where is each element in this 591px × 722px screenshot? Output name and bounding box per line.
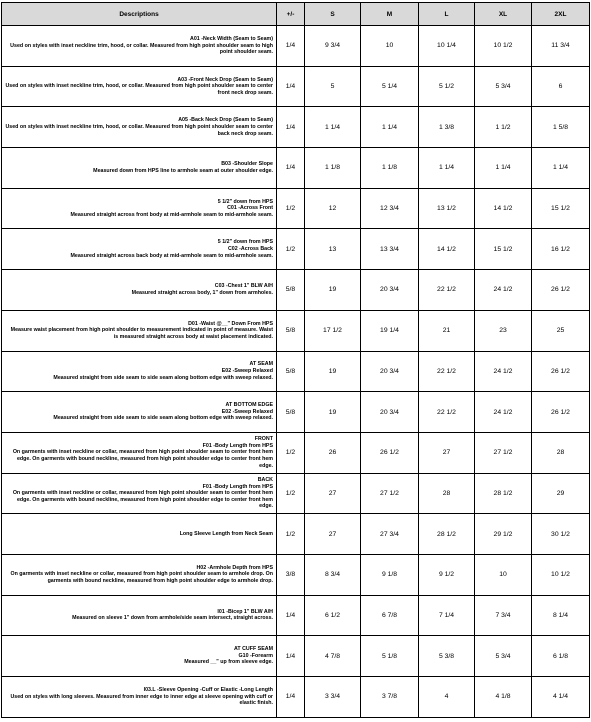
tolerance-cell: 5/8 [277, 351, 305, 392]
size-l-value: 1 1/4 [419, 148, 475, 189]
measurement-description [2, 188, 277, 229]
measurement-description [2, 351, 277, 392]
size-s-value: 12 [305, 188, 361, 229]
header-tolerance: +/- [277, 3, 305, 26]
table-row [2, 473, 590, 514]
size-s-value: 27 [305, 514, 361, 555]
table-row [2, 148, 590, 189]
header-row [2, 3, 590, 26]
size-xl-value: 23 [475, 310, 532, 351]
spec-table-body [2, 26, 590, 718]
tolerance-cell: 1/4 [277, 677, 305, 718]
size-m-value: 19 1/4 [361, 310, 419, 351]
size-xl-value: 28 1/2 [475, 473, 532, 514]
description-line: Measured on sleeve 1" down from armhole/side seam intersect, straight across. [72, 615, 273, 622]
size-m-value: 10 [361, 26, 419, 67]
measurement-description [2, 107, 277, 148]
measurement-description [2, 270, 277, 311]
description-line: Long Sleeve Length from Neck Seam [179, 530, 273, 537]
description-line: On garments with inset neckline or collar, measured from high point shoulder seam to center front hem edge. On garments with bound neckline, measured from high point shoulder edge to center front hem edge. [12, 490, 273, 510]
size-m-value: 6 7/8 [361, 595, 419, 636]
size-l-value: 1 3/8 [419, 107, 475, 148]
size-s-value: 19 [305, 351, 361, 392]
measurement-description [2, 595, 277, 636]
table-row [2, 554, 590, 595]
size-s-value: 1 1/4 [305, 107, 361, 148]
description-line: Measured straight across body, 1" down from armholes. [131, 289, 273, 296]
size-m-value: 13 3/4 [361, 229, 419, 270]
table-row [2, 66, 590, 107]
description-line: E02 -Sweep Relaxed [221, 368, 273, 375]
size-l-value: 7 1/4 [419, 595, 475, 636]
size-s-value: 17 1/2 [305, 310, 361, 351]
tolerance-cell: 1/4 [277, 26, 305, 67]
tolerance-cell: 1/2 [277, 514, 305, 555]
description-line-heading: I01 -Bicep 1" BLW A/H [217, 608, 273, 615]
size-xl-value: 5 3/4 [475, 66, 532, 107]
size-s-value: 19 [305, 270, 361, 311]
size-l-value: 28 1/2 [419, 514, 475, 555]
description-line: G10 -Forearm [238, 652, 273, 659]
table-row [2, 310, 590, 351]
size-xl-value: 1 1/2 [475, 107, 532, 148]
tolerance-cell: 1/2 [277, 473, 305, 514]
size-m-value: 5 1/4 [361, 66, 419, 107]
size-s-value: 9 3/4 [305, 26, 361, 67]
measurement-description [2, 310, 277, 351]
measurement-description [2, 473, 277, 514]
size-m-value: 27 3/4 [361, 514, 419, 555]
size-2xl-value: 25 [532, 310, 590, 351]
size-l-value: 10 1/4 [419, 26, 475, 67]
description-line: Used on styles with long sleeves. Measured from inner edge to inner edge at sleeve opening with cuff or elastic finish. [10, 693, 273, 707]
size-xl-value: 24 1/2 [475, 270, 532, 311]
table-row [2, 677, 590, 718]
size-2xl-value: 10 1/2 [532, 554, 590, 595]
size-m-value: 5 1/8 [361, 636, 419, 677]
measurement-description [2, 636, 277, 677]
size-m-value: 20 3/4 [361, 392, 419, 433]
measurement-description [2, 677, 277, 718]
table-row [2, 270, 590, 311]
table-row [2, 107, 590, 148]
size-2xl-value: 30 1/2 [532, 514, 590, 555]
size-s-value: 19 [305, 392, 361, 433]
measurement-description [2, 148, 277, 189]
size-s-value: 5 [305, 66, 361, 107]
measurement-description [2, 554, 277, 595]
table-row [2, 351, 590, 392]
description-line: Measure waist placement from high point shoulder to measurement indicated in point of measure. Waist is measured straight across body at waist placement indicated. [10, 327, 273, 340]
size-s-value: 4 7/8 [305, 636, 361, 677]
table-row [2, 392, 590, 433]
size-l-value: 13 1/2 [419, 188, 475, 229]
table-row [2, 595, 590, 636]
size-2xl-value: 26 1/2 [532, 392, 590, 433]
size-xl-value: 4 1/8 [475, 677, 532, 718]
size-2xl-value: 11 3/4 [532, 26, 590, 67]
size-2xl-value: 15 1/2 [532, 188, 590, 229]
size-2xl-value: 16 1/2 [532, 229, 590, 270]
description-line: F01 -Body Length from HPS [202, 483, 273, 490]
description-line-heading: A03 -Front Neck Drop (Seam to Seam) [177, 76, 273, 83]
size-2xl-value: 26 1/2 [532, 351, 590, 392]
tolerance-cell: 1/2 [277, 229, 305, 270]
description-line-heading: 5 1/2" down from HPS [217, 239, 273, 246]
description-line-heading: AT BOTTOM EDGE [225, 402, 273, 409]
tolerance-cell: 1/4 [277, 66, 305, 107]
header-size-2xl: 2XL [532, 3, 590, 26]
description-line-heading: I03.L -Sleeve Opening -Cuff or Elastic -Long Length [143, 686, 273, 693]
description-line-heading: BACK [257, 476, 273, 483]
size-l-value: 21 [419, 310, 475, 351]
description-line: On garments with inset neckline or collar, measured from high point shoulder seam to center front hem edge. On garments with bound neckline, measured from high point shoulder edge to center front hem edge. [12, 449, 273, 469]
description-line: Used on styles with inset neckline trim, hood, or collar. Measured from high point shoulder seam to center back neck drop seam. [5, 123, 273, 137]
tolerance-cell: 1/4 [277, 107, 305, 148]
size-s-value: 26 [305, 432, 361, 473]
tolerance-cell: 1/2 [277, 432, 305, 473]
description-line-heading: A01 -Neck Width (Seam to Seam) [190, 35, 273, 42]
description-line-heading: H02 -Armhole Depth from HPS [196, 564, 273, 571]
size-xl-value: 24 1/2 [475, 351, 532, 392]
size-l-value: 4 [419, 677, 475, 718]
size-s-value: 1 1/8 [305, 148, 361, 189]
spec-table-header [2, 3, 590, 26]
size-m-value: 3 7/8 [361, 677, 419, 718]
size-l-value: 22 1/2 [419, 392, 475, 433]
size-xl-value: 29 1/2 [475, 514, 532, 555]
table-row [2, 26, 590, 67]
table-row [2, 514, 590, 555]
size-m-value: 20 3/4 [361, 351, 419, 392]
description-line: Measured __" up from sleeve edge. [184, 659, 273, 666]
size-l-value: 5 3/8 [419, 636, 475, 677]
size-m-value: 1 1/4 [361, 107, 419, 148]
size-2xl-value: 26 1/2 [532, 270, 590, 311]
measurement-description [2, 392, 277, 433]
description-line-heading: AT SEAM [249, 361, 273, 368]
tolerance-cell: 1/4 [277, 595, 305, 636]
description-line: C02 -Across Back [227, 245, 273, 252]
measurement-description [2, 432, 277, 473]
size-l-value: 22 1/2 [419, 270, 475, 311]
size-2xl-value: 1 1/4 [532, 148, 590, 189]
size-xl-value: 15 1/2 [475, 229, 532, 270]
description-line: Measured straight across back body at mid-armhole seam to mid-armhole seam. [70, 252, 273, 259]
description-line: Measured down from HPS line to armhole seam at outer shoulder edge. [93, 167, 273, 174]
spec-table [1, 2, 590, 718]
description-line: Measured straight from side seam to side seam along bottom edge with sweep relaxed. [53, 415, 273, 422]
tolerance-cell: 5/8 [277, 270, 305, 311]
size-m-value: 27 1/2 [361, 473, 419, 514]
description-line-heading: FRONT [254, 436, 273, 443]
size-l-value: 14 1/2 [419, 229, 475, 270]
description-line-heading: AT CUFF SEAM [233, 646, 273, 653]
table-row [2, 432, 590, 473]
description-line-heading: A05 -Back Neck Drop (Seam to Seam) [178, 117, 273, 124]
tolerance-cell: 3/8 [277, 554, 305, 595]
table-row [2, 229, 590, 270]
size-l-value: 9 1/2 [419, 554, 475, 595]
description-line: Used on styles with inset neckline trim, hood, or collar. Measured from high point shoulder seam to high point shoulder seam. [10, 42, 273, 56]
size-s-value: 27 [305, 473, 361, 514]
description-line: Used on styles with inset neckline trim, hood, or collar. Measured from high point shoulder seam to center front neck drop seam. [5, 83, 273, 96]
description-line-heading: 5 1/2" down from HPS [217, 198, 273, 205]
size-m-value: 20 3/4 [361, 270, 419, 311]
header-size-s: S [305, 3, 361, 26]
header-descriptions: Descriptions [2, 3, 277, 26]
description-line-heading: D01 -Waist @__" Down From HPS [188, 320, 273, 327]
description-line: E02 -Sweep Relaxed [221, 408, 273, 415]
description-line: Measured straight across front body at mid-armhole seam to mid-armhole seam. [70, 211, 273, 218]
size-m-value: 12 3/4 [361, 188, 419, 229]
description-line: On garments with inset neckline or collar, measured from high point shoulder seam to armhole drop. On garments with bound neckline, measured from high point shoulder edge to armhole drop. [10, 571, 273, 585]
description-line: C01 -Across Front [227, 205, 273, 212]
size-xl-value: 10 [475, 554, 532, 595]
size-xl-value: 7 3/4 [475, 595, 532, 636]
measurement-description [2, 66, 277, 107]
size-m-value: 26 1/2 [361, 432, 419, 473]
size-xl-value: 24 1/2 [475, 392, 532, 433]
size-l-value: 5 1/2 [419, 66, 475, 107]
size-xl-value: 27 1/2 [475, 432, 532, 473]
measurement-description [2, 514, 277, 555]
size-l-value: 22 1/2 [419, 351, 475, 392]
table-row [2, 636, 590, 677]
size-xl-value: 10 1/2 [475, 26, 532, 67]
size-s-value: 6 1/2 [305, 595, 361, 636]
tolerance-cell: 5/8 [277, 392, 305, 433]
size-2xl-value: 8 1/4 [532, 595, 590, 636]
header-size-m: M [361, 3, 419, 26]
size-m-value: 9 1/8 [361, 554, 419, 595]
size-l-value: 27 [419, 432, 475, 473]
size-2xl-value: 29 [532, 473, 590, 514]
description-line-heading: B03 -Shoulder Slope [221, 161, 273, 168]
header-size-l: L [419, 3, 475, 26]
description-line-heading: C03 -Chest 1" BLW A/H [214, 283, 273, 290]
measurement-description [2, 26, 277, 67]
size-s-value: 8 3/4 [305, 554, 361, 595]
size-2xl-value: 28 [532, 432, 590, 473]
size-xl-value: 14 1/2 [475, 188, 532, 229]
measurement-description [2, 229, 277, 270]
size-s-value: 13 [305, 229, 361, 270]
description-line: Measured straight from side seam to side seam along bottom edge with sweep relaxed. [53, 374, 273, 381]
description-line: F01 -Body Length from HPS [202, 442, 273, 449]
size-2xl-value: 6 1/8 [532, 636, 590, 677]
size-s-value: 3 3/4 [305, 677, 361, 718]
size-2xl-value: 1 5/8 [532, 107, 590, 148]
tolerance-cell: 1/4 [277, 636, 305, 677]
tolerance-cell: 5/8 [277, 310, 305, 351]
tolerance-cell: 1/4 [277, 148, 305, 189]
size-2xl-value: 4 1/4 [532, 677, 590, 718]
size-xl-value: 1 1/4 [475, 148, 532, 189]
size-m-value: 1 1/8 [361, 148, 419, 189]
size-xl-value: 5 3/4 [475, 636, 532, 677]
tolerance-cell: 1/2 [277, 188, 305, 229]
size-2xl-value: 6 [532, 66, 590, 107]
header-size-xl: XL [475, 3, 532, 26]
table-row [2, 188, 590, 229]
size-l-value: 28 [419, 473, 475, 514]
